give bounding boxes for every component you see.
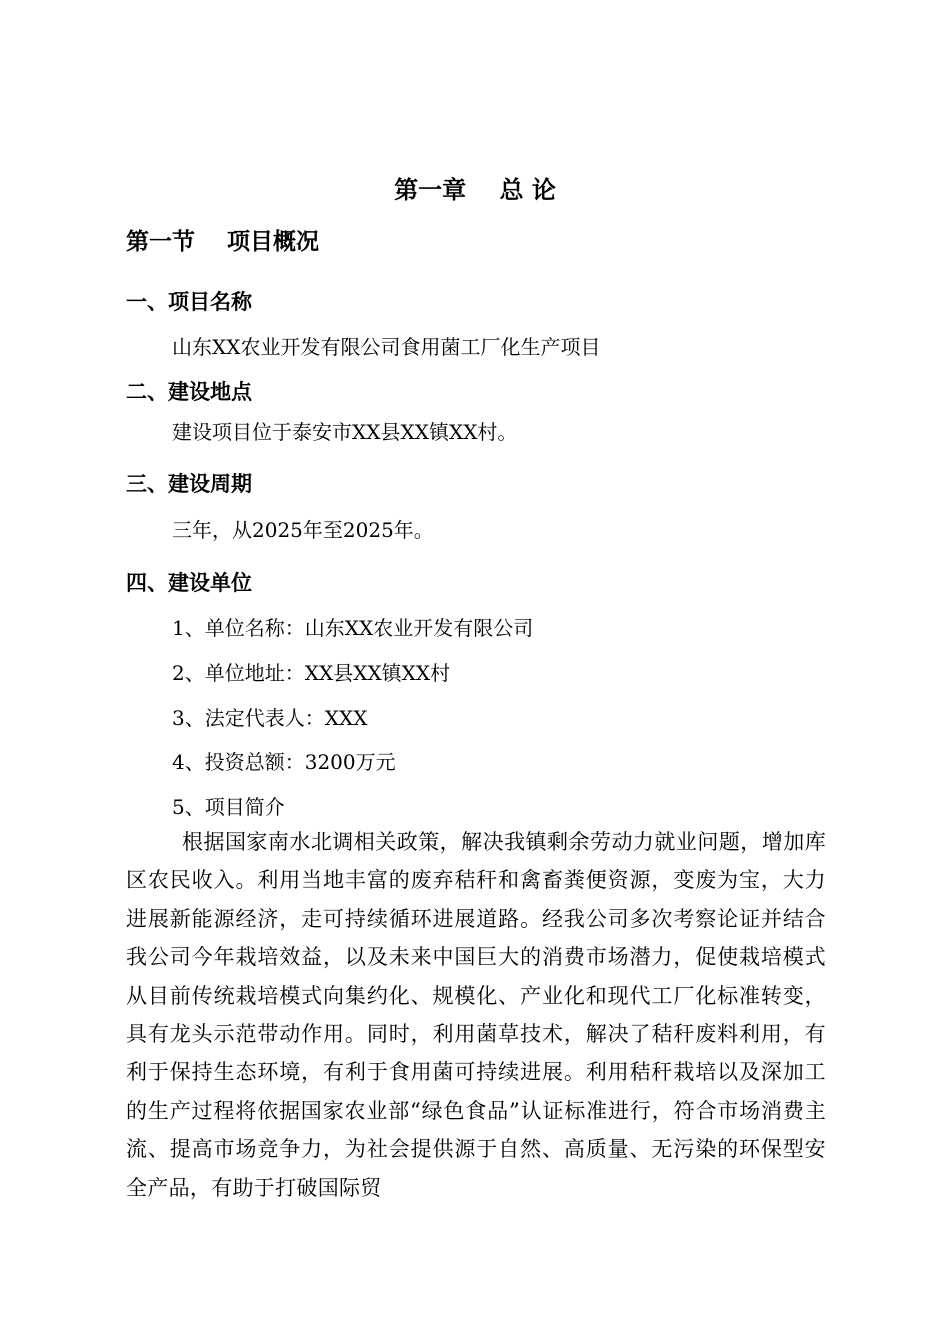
unit-line-investment: 4、投资总额：3200万元 <box>172 750 396 774</box>
unit-line-intro-label: 5、项目简介 <box>172 795 285 819</box>
heading-location: 二、建设地点 <box>126 380 252 404</box>
heading-project-name: 一、项目名称 <box>126 290 252 314</box>
chapter-title: 第一章 总 论 <box>394 176 556 204</box>
intro-paragraph: 根据国家南水北调相关政策，解决我镇剩余劳动力就业问题，增加库区农民收入。利用当地丰富的废弃秸秆和禽畜粪便资源，变废为宝，大力进展新能源经济，走可持续循环进展道路。经我公司多次考察论证并结合我公司今年栽培效益，以及未来中国巨大的消费市场潜力，促使栽培模式从目前传统栽培模式向集约化、规模化、产业化和现代工厂化标准转变，具有龙头示范带动作用。同时，利用菌草技术，解决了秸秆废料利用，有利于保持生态环境，有利于食用菌可持续进展。利用秸秆栽培以及深加工的生产过程将依据国家农业部“绿色食品”认证标准进行，符合市场消费主流、提高市场竞争力，为社会提供源于自然、高质量、无污染的环保型安全产品，有助于打破国际贸 <box>126 830 826 1200</box>
unit-line-address: 2、单位地址：XX县XX镇XX村 <box>172 661 451 685</box>
heading-period: 三、建设周期 <box>126 472 252 496</box>
heading-unit: 四、建设单位 <box>126 571 252 595</box>
period-text: 三年，从2025年至2025年。 <box>172 518 434 542</box>
location-text: 建设项目位于泰安市XX县XX镇XX村。 <box>172 420 518 444</box>
project-name-text: 山东XX农业开发有限公司食用菌工厂化生产项目 <box>172 335 601 359</box>
section-title: 第一节 项目概况 <box>126 229 320 255</box>
unit-line-representative: 3、法定代表人：XXX <box>172 706 368 730</box>
unit-line-name: 1、单位名称：山东XX农业开发有限公司 <box>172 616 534 640</box>
